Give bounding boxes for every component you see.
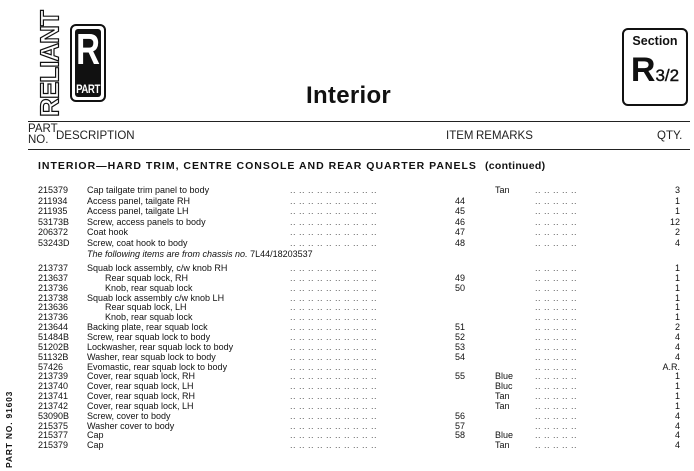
quantity: 4 <box>674 351 680 362</box>
part-number: 57426 <box>38 361 64 372</box>
table-row <box>0 263 694 273</box>
item-number: 56 <box>455 410 466 421</box>
column-header-qty: QTY. <box>657 130 683 142</box>
item-number: 55 <box>455 371 466 382</box>
remarks: Bluc <box>495 381 513 392</box>
table-row <box>0 421 694 431</box>
quantity: 1 <box>674 272 680 283</box>
part-description: Washer cover to body <box>87 420 175 431</box>
table-row <box>0 206 694 216</box>
quantity: 1 <box>674 312 680 323</box>
footer-part-number: PART NO. 91603 <box>4 390 14 468</box>
table-row <box>0 440 694 450</box>
item-number: 44 <box>455 195 466 206</box>
leader-dots: .. .. .. .. .. <box>535 391 578 402</box>
leader-dots: .. .. .. .. .. .. .. .. .. .. <box>290 185 378 195</box>
leader-dots: .. .. .. .. .. .. .. .. .. .. <box>290 371 378 382</box>
item-number: 47 <box>455 227 466 238</box>
leader-dots: .. .. .. .. .. <box>535 263 578 273</box>
leader-dots: .. .. .. .. .. <box>535 322 578 333</box>
quantity: 12 <box>669 216 680 227</box>
part-label: PART <box>76 82 100 96</box>
leader-dots: .. .. .. .. .. .. .. .. .. .. <box>290 227 378 238</box>
quantity: 1 <box>674 371 680 382</box>
part-number: 213644 <box>38 322 69 333</box>
leader-dots: .. .. .. .. .. .. .. .. .. .. <box>290 282 378 293</box>
table-row <box>0 273 694 283</box>
table-row <box>0 293 694 303</box>
part-number: 53090B <box>38 410 70 421</box>
quantity: 1 <box>674 282 680 293</box>
item-number: 45 <box>455 206 466 217</box>
column-header-item: ITEM <box>446 130 474 142</box>
section-heading: INTERIOR—HARD TRIM, CENTRE CONSOLE AND REAR QUARTER PANELS (continued) <box>38 160 546 172</box>
remarks: Blue <box>495 371 514 382</box>
leader-dots: .. .. .. .. .. .. .. .. .. .. <box>290 195 378 206</box>
part-description: Rear squab lock, RH <box>105 272 189 283</box>
leader-dots: .. .. .. .. .. <box>535 238 578 248</box>
quantity: A.R. <box>662 361 680 372</box>
section-code: R3/2 <box>630 51 680 89</box>
leader-dots: .. .. .. .. .. .. .. .. .. .. <box>290 430 378 441</box>
part-number: 213739 <box>38 371 69 382</box>
leader-dots: .. .. .. .. .. <box>535 430 578 441</box>
quantity: 4 <box>674 430 680 441</box>
leader-dots: .. .. .. .. .. .. .. .. .. .. <box>290 410 378 421</box>
leader-dots: .. .. .. .. .. .. .. .. .. .. <box>290 312 378 323</box>
part-number: 215375 <box>38 420 69 431</box>
part-number: 215377 <box>38 430 69 441</box>
leader-dots: .. .. .. .. .. .. .. .. .. .. <box>290 263 378 273</box>
table-row <box>0 227 694 237</box>
r-part-badge <box>70 24 106 102</box>
quantity: 1 <box>674 400 680 411</box>
part-number: 211935 <box>38 206 68 217</box>
leader-dots: .. .. .. .. .. .. .. .. .. .. <box>290 341 378 352</box>
part-number: 53243D <box>38 238 70 248</box>
part-description: Screw, coat hook to body <box>87 238 188 248</box>
leader-dots: .. .. .. .. .. .. .. .. .. .. <box>290 361 378 372</box>
item-number: 50 <box>455 282 466 293</box>
leader-dots: .. .. .. .. .. <box>535 381 578 392</box>
part-description: Knob, rear squab lock <box>105 282 193 293</box>
part-number: 213637 <box>38 272 69 283</box>
table-row <box>0 430 694 440</box>
part-number: 213740 <box>38 381 69 392</box>
table-row <box>0 196 694 206</box>
part-description: Squab lock assembly, c/w knob RH <box>87 263 228 273</box>
column-header-part-no: PART NO. <box>28 123 58 146</box>
column-header-remarks: REMARKS <box>476 130 533 142</box>
leader-dots: .. .. .. .. .. <box>535 410 578 421</box>
quantity: 1 <box>674 206 680 217</box>
part-description: Screw, cover to body <box>87 410 171 421</box>
leader-dots: .. .. .. .. .. .. .. .. .. .. <box>290 216 378 227</box>
part-number: 51132B <box>38 351 69 362</box>
part-description: Cover, rear squab lock, RH <box>87 371 196 382</box>
part-number: 213741 <box>38 391 69 402</box>
table-row <box>0 411 694 421</box>
quantity: 4 <box>674 238 680 248</box>
table-row <box>0 312 694 322</box>
leader-dots: .. .. .. .. .. <box>535 351 578 362</box>
part-description: Coat hook <box>87 227 129 238</box>
leader-dots: .. .. .. .. .. <box>535 400 578 411</box>
leader-dots: .. .. .. .. .. <box>535 420 578 431</box>
item-number: 49 <box>455 272 466 283</box>
part-description: Cover, rear squab lock, LH <box>87 400 194 411</box>
leader-dots: .. .. .. .. .. .. .. .. .. .. <box>290 391 378 402</box>
leader-dots: .. .. .. .. .. <box>535 361 578 372</box>
item-number: 58 <box>455 430 466 441</box>
part-number: 51484B <box>38 331 70 342</box>
quantity: 1 <box>674 302 680 313</box>
leader-dots: .. .. .. .. .. <box>535 312 578 323</box>
leader-dots: .. .. .. .. .. .. .. .. .. .. <box>290 206 378 217</box>
reliant-logo <box>34 11 114 117</box>
leader-dots: .. .. .. .. .. <box>535 440 578 451</box>
part-description: Rear squab lock, LH <box>105 302 187 313</box>
leader-dots: .. .. .. .. .. .. .. .. .. .. <box>290 272 378 283</box>
table-row <box>0 332 694 342</box>
quantity: 2 <box>674 322 680 333</box>
part-description: Squab lock assembly c/w knob LH <box>87 292 225 303</box>
part-number: 215379 <box>38 185 69 195</box>
item-number: 48 <box>455 238 466 248</box>
r-letter: R <box>76 25 100 74</box>
item-number: 53 <box>455 341 466 352</box>
leader-dots: .. .. .. .. .. .. .. .. .. .. <box>290 440 378 451</box>
part-description: Lockwasher, rear squab lock to body <box>87 341 234 352</box>
table-row <box>0 302 694 312</box>
table-row <box>0 401 694 411</box>
leader-dots: .. .. .. .. .. <box>535 216 578 227</box>
part-description: Screw, rear squab lock to body <box>87 331 211 342</box>
leader-dots: .. .. .. .. .. .. .. .. .. .. <box>290 331 378 342</box>
table-row <box>0 185 694 195</box>
part-description: Cap <box>87 430 104 441</box>
section-label: Section <box>632 34 678 48</box>
column-header-description: DESCRIPTION <box>56 130 135 142</box>
quantity: 4 <box>674 341 680 352</box>
item-number: 57 <box>455 420 466 431</box>
table-row <box>0 362 694 372</box>
table-row <box>0 342 694 352</box>
leader-dots: .. .. .. .. .. .. .. .. .. .. <box>290 292 378 303</box>
table-row <box>0 391 694 401</box>
part-description: Screw, access panels to body <box>87 216 206 227</box>
remarks: Blue <box>495 430 514 441</box>
part-description: Knob, rear squab lock <box>105 312 193 323</box>
table-row <box>0 238 694 248</box>
table-row <box>0 283 694 293</box>
section-badge <box>622 28 688 106</box>
remarks: Tan <box>495 391 510 402</box>
part-description: Backing plate, rear squab lock <box>87 322 208 333</box>
leader-dots: .. .. .. .. .. .. .. .. .. .. <box>290 302 378 313</box>
header-rule-top <box>28 121 690 122</box>
chassis-note: The following items are from chassis no. 7L44/18203537 <box>87 249 313 259</box>
leader-dots: .. .. .. .. .. .. .. .. .. .. <box>290 400 378 411</box>
quantity: 1 <box>674 391 680 402</box>
leader-dots: .. .. .. .. .. <box>535 292 578 303</box>
leader-dots: .. .. .. .. .. <box>535 206 578 217</box>
part-description: Evomastic, rear squab lock to body <box>87 361 228 372</box>
quantity: 1 <box>674 292 680 303</box>
part-number: 51202B <box>38 341 70 352</box>
part-number: 206372 <box>38 227 69 238</box>
leader-dots: .. .. .. .. .. .. .. .. .. .. <box>290 420 378 431</box>
table-row <box>0 352 694 362</box>
remarks: Tan <box>495 440 510 451</box>
item-number: 54 <box>455 351 466 362</box>
reliant-wordmark: RELIANT <box>34 11 65 117</box>
part-number: 213738 <box>38 292 69 303</box>
leader-dots: .. .. .. .. .. .. .. .. .. .. <box>290 351 378 362</box>
part-number: 213636 <box>38 302 69 313</box>
part-description: Washer, rear squab lock to body <box>87 351 216 362</box>
quantity: 1 <box>674 195 680 206</box>
part-number: 213737 <box>38 263 69 273</box>
part-number: 53173B <box>38 216 70 227</box>
leader-dots: .. .. .. .. .. <box>535 341 578 352</box>
item-number: 52 <box>455 331 466 342</box>
remarks: Tan <box>495 400 510 411</box>
remarks: Tan <box>495 185 510 195</box>
quantity: 2 <box>674 227 680 238</box>
part-number: 213736 <box>38 282 69 293</box>
leader-dots: .. .. .. .. .. <box>535 227 578 238</box>
part-number: 213736 <box>38 312 69 323</box>
quantity: 1 <box>674 381 680 392</box>
table-row <box>0 217 694 227</box>
leader-dots: .. .. .. .. .. <box>535 282 578 293</box>
page-title: Interior <box>306 82 392 109</box>
leader-dots: .. .. .. .. .. <box>535 302 578 313</box>
part-number: 211934 <box>38 195 68 206</box>
table-row <box>0 371 694 381</box>
quantity: 3 <box>674 185 680 195</box>
part-description: Cap tailgate trim panel to body <box>87 185 210 195</box>
part-description: Access panel, tailgate LH <box>87 206 189 217</box>
leader-dots: .. .. .. .. .. <box>535 371 578 382</box>
quantity: 4 <box>674 440 680 451</box>
quantity: 1 <box>674 263 680 273</box>
leader-dots: .. .. .. .. .. .. .. .. .. .. <box>290 381 378 392</box>
leader-dots: .. .. .. .. .. <box>535 331 578 342</box>
header-rule-bottom <box>28 149 690 150</box>
table-row <box>0 322 694 332</box>
part-description: Access panel, tailgate RH <box>87 195 191 206</box>
part-number: 213742 <box>38 400 69 411</box>
leader-dots: .. .. .. .. .. .. .. .. .. .. <box>290 322 378 333</box>
leader-dots: .. .. .. .. .. <box>535 195 578 206</box>
part-description: Cap <box>87 440 104 451</box>
leader-dots: .. .. .. .. .. .. .. .. .. .. <box>290 238 378 248</box>
part-number: 215379 <box>38 440 69 451</box>
quantity: 4 <box>674 410 680 421</box>
quantity: 4 <box>674 420 680 431</box>
part-description: Cover, rear squab lock, RH <box>87 391 196 402</box>
table-row <box>0 381 694 391</box>
part-description: Cover, rear squab lock, LH <box>87 381 194 392</box>
leader-dots: .. .. .. .. .. <box>535 185 578 195</box>
item-number: 46 <box>455 216 466 227</box>
quantity: 4 <box>674 331 680 342</box>
item-number: 51 <box>455 322 466 333</box>
leader-dots: .. .. .. .. .. <box>535 272 578 283</box>
